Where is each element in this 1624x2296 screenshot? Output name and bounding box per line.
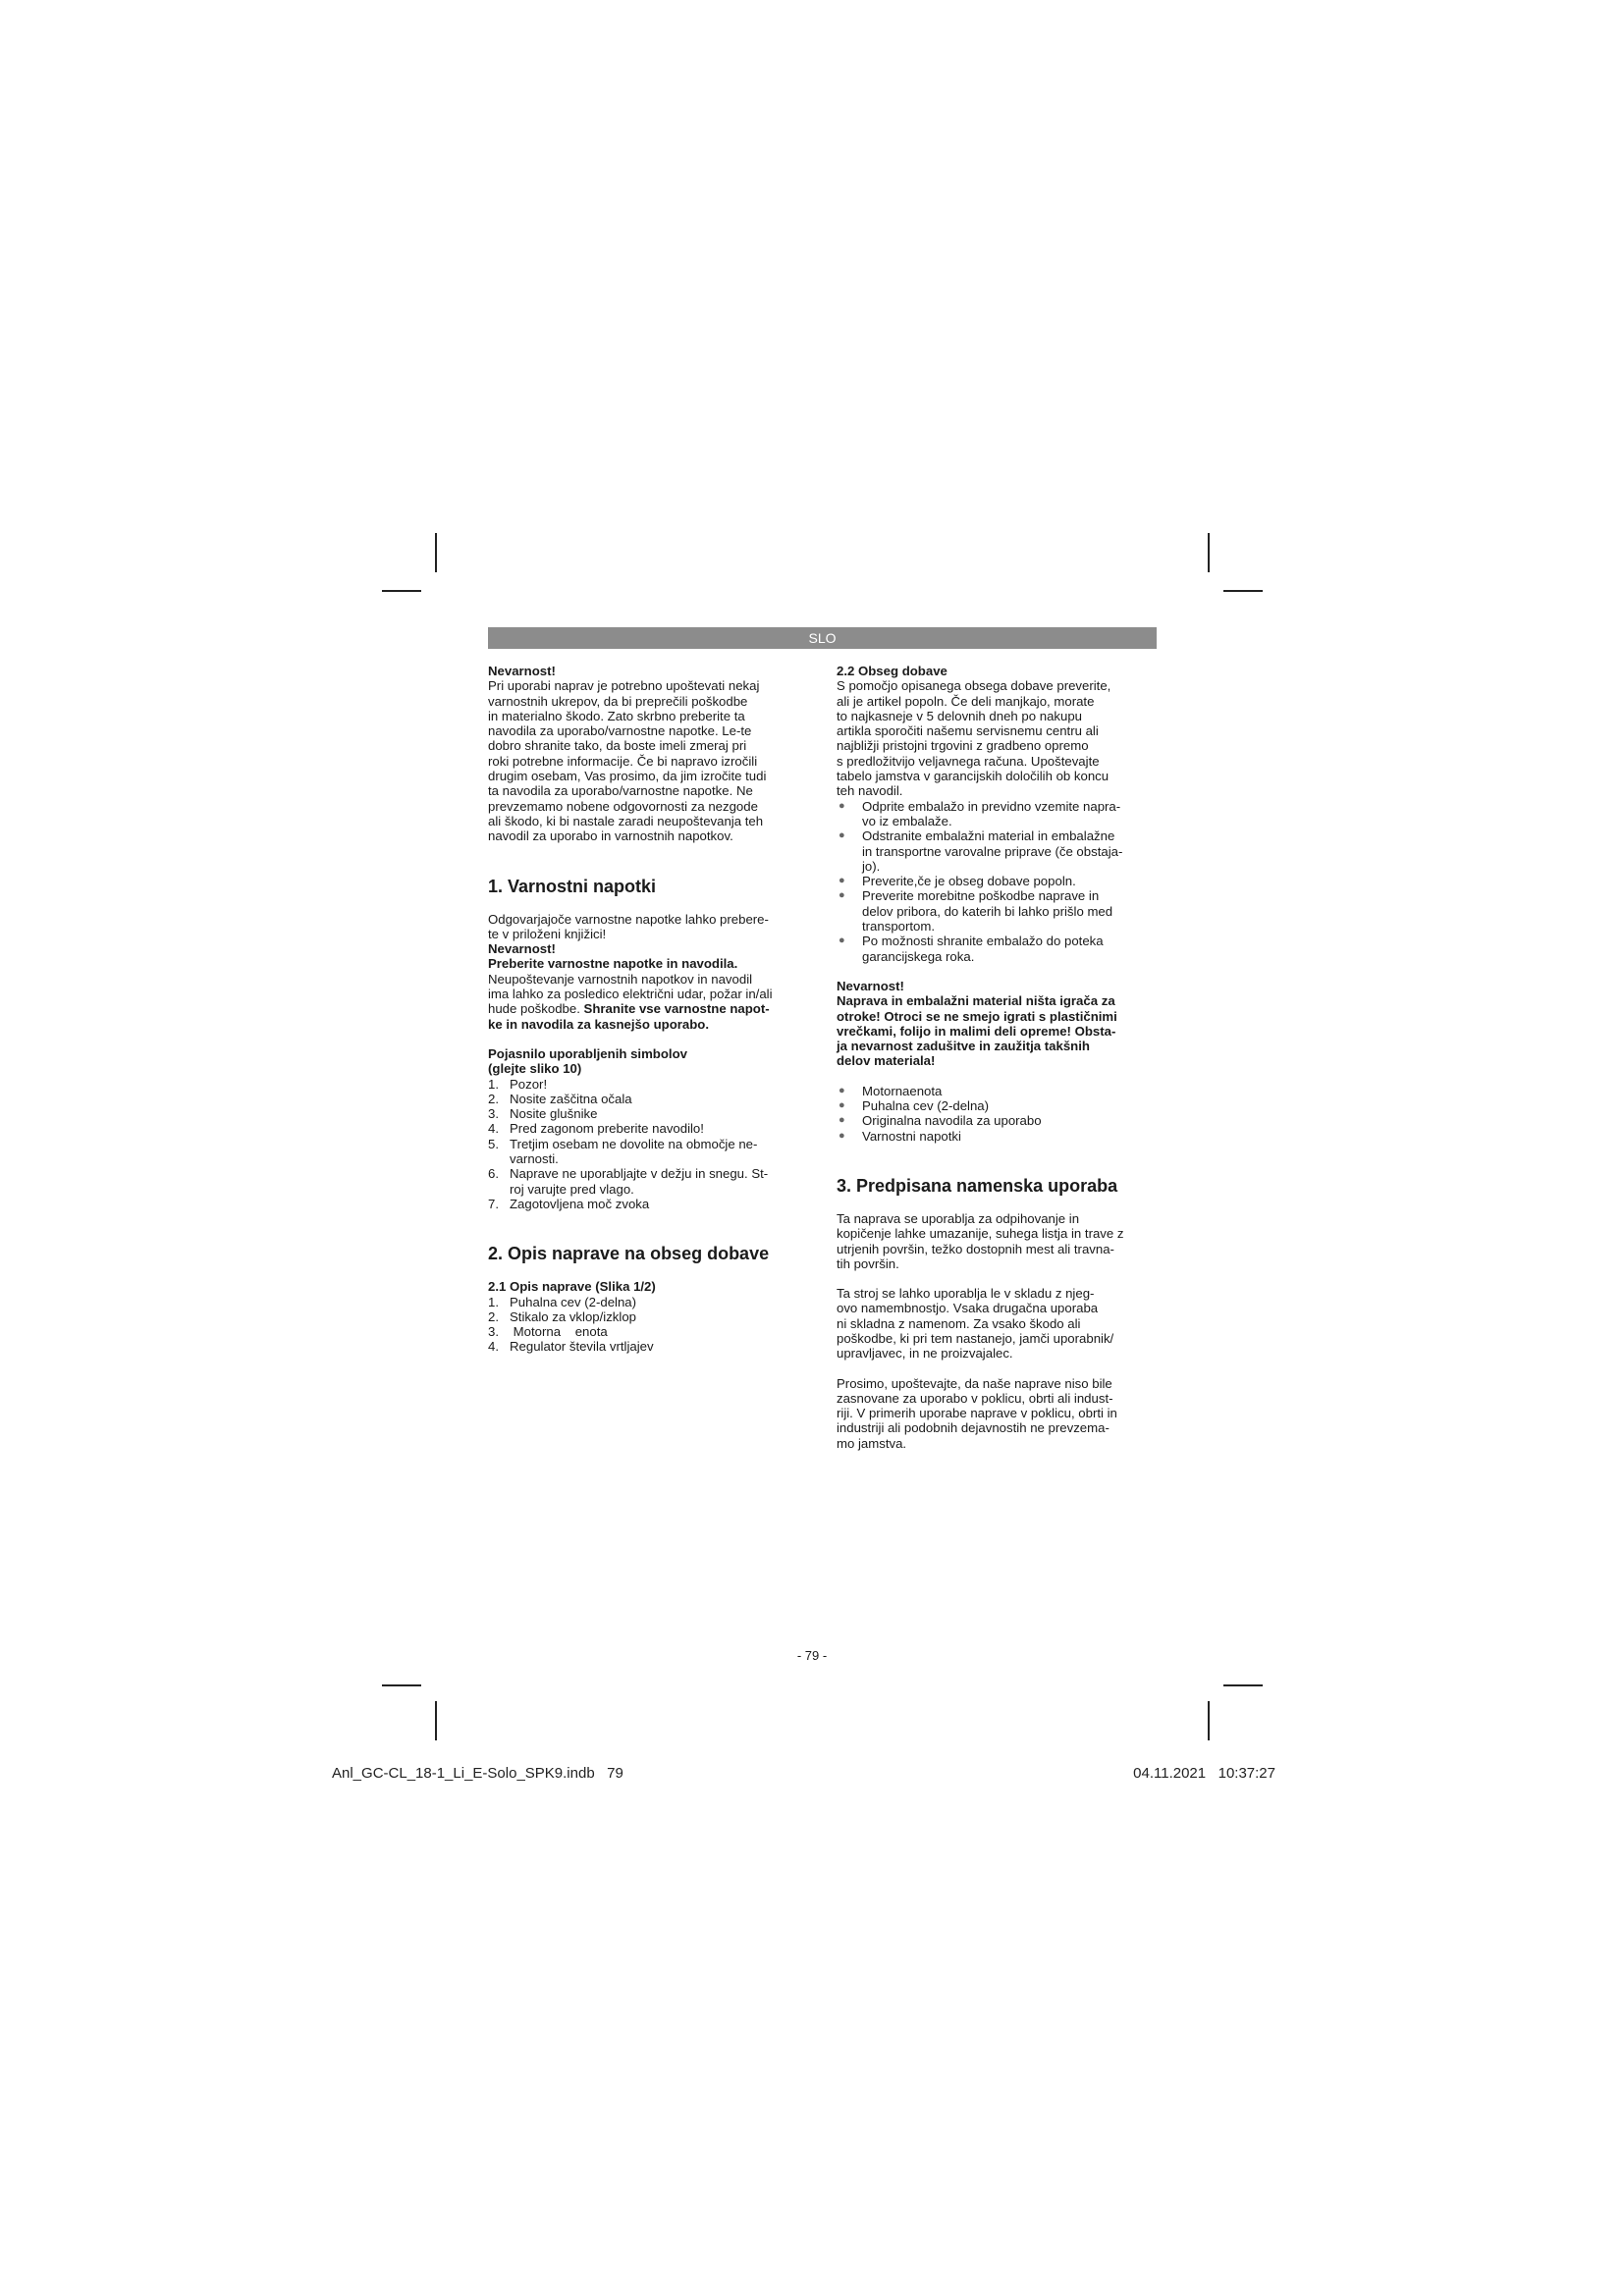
footer-filename [332, 1765, 623, 1782]
text-line: kopičenje lahke umazanije, suhega listja in trave z [837, 1226, 1124, 1242]
item-text: Odstranite embalažni material in embalažne [862, 828, 1115, 844]
bullet-item [837, 828, 1161, 874]
item-text: Zagotovljena moč zvoka [510, 1196, 650, 1211]
crop-mark [382, 1684, 421, 1686]
text-line: roki potrebne informacije. Če bi napravo izročili [488, 753, 758, 769]
unpacking-bullet-list [837, 799, 1161, 964]
item-text: Motornaenota [862, 1083, 943, 1098]
text-line: to najkasneje v 5 delovnih dneh po nakupu [837, 708, 1083, 723]
list-item [488, 1092, 804, 1106]
text-line: zasnovane za uporabo v poklicu, obrti ali indust- [837, 1390, 1113, 1406]
device-parts-list [488, 1295, 804, 1355]
footer-file-text: Anl_GC-CL_18-1_Li_E-Solo_SPK9.indb 79 [332, 1765, 623, 1782]
language-header-bar [488, 627, 1157, 649]
crop-mark [1208, 533, 1210, 572]
text-line: industriji ali podobnih dejavnostih ne prevzema- [837, 1420, 1110, 1436]
text-line: s predložitvijo veljavnega računa. Upoštevajte [837, 753, 1100, 769]
item-text: Regulator števila vrtljajev [510, 1339, 654, 1355]
bullet-icon: ● [839, 875, 845, 887]
text-line: ta navodila za uporabo/varnostne napotke. Ne [488, 783, 753, 799]
item-text: vo iz embalaže. [862, 813, 952, 828]
text-line: delov materiala! [837, 1053, 936, 1069]
item-text: in transportne varovalne priprave (če obstaja- [862, 843, 1123, 859]
text-line: teh navodil. [837, 783, 903, 799]
text-line: prevzemamo nobene odgovornosti za nezgode [488, 798, 758, 814]
crop-mark [435, 1701, 437, 1740]
section-1-warning-text [488, 972, 804, 1032]
bullet-icon: ● [839, 1084, 845, 1096]
item-text: transportom. [862, 919, 936, 934]
list-item [488, 1197, 804, 1211]
list-item [488, 1166, 804, 1197]
bold-inline-text: Shranite vse varnostne napot- [583, 1001, 770, 1017]
danger-paragraph [488, 678, 804, 843]
text-line: artikla sporočiti našemu servisnemu centru ali [837, 723, 1099, 739]
text-line: vrečkami, folijo in malimi deli opreme! Obsta- [837, 1023, 1116, 1039]
item-text: Puhalna cev (2-delna) [862, 1098, 990, 1114]
bullet-item [837, 1098, 1161, 1113]
list-item [488, 1121, 804, 1136]
item-number: 3. [488, 1324, 499, 1340]
text-line: mo jamstva. [837, 1435, 907, 1451]
item-text: Preverite morebitne poškodbe naprave in [862, 888, 1100, 904]
text-line: navodil za uporabo in varnostnih napotkov. [488, 828, 733, 844]
section-2-2-paragraph [837, 678, 1161, 798]
item-text: Motorna enota [510, 1324, 608, 1340]
item-number: 1. [488, 1294, 499, 1309]
bullet-item [837, 1084, 1161, 1098]
footer-datetime [1133, 1765, 1275, 1782]
footer-datetime-text: 04.11.2021 10:37:27 [1133, 1765, 1275, 1782]
item-number: 7. [488, 1196, 499, 1211]
bullet-icon: ● [839, 799, 845, 812]
item-text: varnosti. [510, 1151, 559, 1167]
text-line: otroke! Otroci se ne smejo igrati s plastičnimi [837, 1008, 1117, 1024]
crop-mark [435, 533, 437, 572]
section-2-title: 2. Opis naprave na obseg dobave [488, 1244, 770, 1264]
item-text: delov pribora, do katerih bi lahko prišlo med [862, 903, 1113, 919]
text-line: tih površin. [837, 1255, 899, 1271]
text-line: ovo namembnostjo. Vsaka drugačna uporaba [837, 1301, 1099, 1316]
bullet-icon: ● [839, 1099, 845, 1112]
right-column [837, 664, 1161, 1451]
section-3-title: 3. Predpisana namenska uporaba [837, 1175, 1118, 1196]
bullet-item [837, 799, 1161, 829]
item-number: 3. [488, 1106, 499, 1122]
text-line: in materialno škodo. Zato skrbno preberite ta [488, 708, 745, 723]
text-line: utrjenih površin, težko dostopnih mest ali travna- [837, 1241, 1114, 1256]
text-line: navodila za uporabo/varnostne napotke. Le-te [488, 723, 752, 739]
list-item [488, 1324, 804, 1339]
list-item [488, 1077, 804, 1092]
text-line: Pojasnilo uporabljenih simbolov [488, 1045, 687, 1061]
text-line: hude poškodbe. [488, 1001, 580, 1017]
item-text: Originalna navodila za uporabo [862, 1113, 1042, 1129]
left-column [488, 664, 804, 1355]
symbols-list [488, 1077, 804, 1212]
danger-heading: Nevarnost! [837, 978, 904, 993]
bullet-icon: ● [839, 1129, 845, 1142]
crop-mark [1223, 1684, 1263, 1686]
text-line: ima lahko za posledico električni udar, požar in/ali [488, 987, 773, 1002]
item-number: 6. [488, 1166, 499, 1182]
text-line: ali škodo, ki bi nastale zaradi neupoštevanja teh [488, 813, 764, 828]
text-line: drugim osebam, Vas prosimo, da jim izročite tudi [488, 769, 767, 784]
item-number: 2. [488, 1308, 499, 1324]
language-code: SLO [808, 630, 837, 646]
text-line: Pri uporabi naprav je potrebno upoštevati nekaj [488, 678, 760, 694]
symbols-heading [488, 1046, 804, 1077]
text-line: Naprava in embalažni material ništa igrača za [837, 993, 1115, 1009]
text-line: riji. V primerih uporabe naprave v poklicu, obrti in [837, 1406, 1117, 1421]
section-2-2-title: 2.2 Obseg dobave [837, 664, 947, 678]
section-1-intro [488, 912, 804, 942]
text-line: dobro shranite tako, da boste imeli zmeraj pri [488, 738, 747, 754]
danger-heading: Nevarnost! [488, 664, 556, 678]
item-number: 5. [488, 1136, 499, 1151]
list-item [488, 1106, 804, 1121]
bullet-item [837, 888, 1161, 934]
text-line: varnostnih ukrepov, da bi preprečili poškodbe [488, 693, 748, 709]
section-3-paragraph-2 [837, 1286, 1161, 1361]
section-3-paragraph-3 [837, 1376, 1161, 1451]
delivery-contents-list [837, 1084, 1161, 1144]
item-number: 1. [488, 1076, 499, 1092]
text-line: Ta naprava se uporablja za odpihovanje in [837, 1210, 1080, 1226]
list-item [488, 1309, 804, 1324]
bullet-item [837, 874, 1161, 888]
item-text: Odprite embalažo in previdno vzemite napra- [862, 798, 1121, 814]
bullet-icon: ● [839, 889, 845, 902]
item-text: Varnostni napotki [862, 1128, 961, 1144]
item-text: Pred zagonom preberite navodilo! [510, 1121, 704, 1137]
text-line: ni skladna z namenom. Za vsako škodo ali [837, 1315, 1081, 1331]
item-text: jo). [862, 858, 881, 874]
item-text: Stikalo za vklop/izklop [510, 1308, 637, 1324]
text-line: (glejte sliko 10) [488, 1061, 582, 1077]
bullet-icon: ● [839, 829, 845, 842]
item-text: Preverite,če je obseg dobave popoln. [862, 874, 1076, 889]
list-item [488, 1295, 804, 1309]
item-text: garancijskega roka. [862, 948, 975, 964]
text-line: Prosimo, upoštevajte, da naše naprave niso bile [837, 1375, 1112, 1391]
text-line: Ta stroj se lahko uporablja le v skladu z njeg- [837, 1286, 1095, 1302]
item-number: 4. [488, 1121, 499, 1137]
crop-mark [382, 590, 421, 592]
bullet-icon: ● [839, 1114, 845, 1127]
danger-label: Nevarnost! [488, 941, 556, 957]
text-line: Neupoštevanje varnostnih napotkov in navodil [488, 971, 753, 987]
child-safety-warning [837, 993, 1161, 1068]
item-text: Po možnosti shranite embalažo do poteka [862, 934, 1104, 949]
item-text: Naprave ne uporabljajte v dežju in snegu. St- [510, 1166, 769, 1182]
page-number: - 79 - [796, 1648, 828, 1663]
read-instructions-line: Preberite varnostne napotke in navodila. [488, 956, 738, 972]
text-line: S pomočjo opisanega obsega dobave preverite, [837, 678, 1111, 694]
item-text: Pozor! [510, 1076, 548, 1092]
bold-text-line: ke in navodila za kasnejšo uporabo. [488, 1016, 709, 1032]
bullet-item [837, 1129, 1161, 1144]
item-text: roj varujte pred vlago. [510, 1181, 634, 1197]
section-3-paragraph-1 [837, 1211, 1161, 1271]
item-text: Nosite glušnike [510, 1106, 598, 1122]
item-number: 4. [488, 1339, 499, 1355]
item-text: Tretjim osebam ne dovolite na območje ne- [510, 1136, 758, 1151]
bullet-item [837, 1113, 1161, 1128]
item-text: Nosite zaščitna očala [510, 1091, 632, 1106]
text-line: Odgovarjajoče varnostne napotke lahko prebere- [488, 911, 769, 927]
text-line: upravljavec, in ne proizvajalec. [837, 1346, 1013, 1362]
text-line: te v priloženi knjižici! [488, 926, 607, 941]
text-line: ali je artikel popoln. Če deli manjkajo, morate [837, 693, 1095, 709]
list-item [488, 1339, 804, 1354]
text-line: tabelo jamstva v garancijskih določilih ob koncu [837, 769, 1110, 784]
item-number: 2. [488, 1091, 499, 1106]
bullet-icon: ● [839, 934, 845, 947]
text-line: najbližji pristojni trgovini z gradbeno opremo [837, 738, 1089, 754]
bullet-item [837, 934, 1161, 964]
section-1-title: 1. Varnostni napotki [488, 876, 657, 896]
section-2-1-title: 2.1 Opis naprave (Slika 1/2) [488, 1279, 656, 1295]
text-line: poškodbe, ki pri tem nastanejo, jamči uporabnik/ [837, 1330, 1114, 1346]
item-text: Puhalna cev (2-delna) [510, 1294, 637, 1309]
crop-mark [1223, 590, 1263, 592]
text-line: ja nevarnost zadušitve in zaužitja takšnih [837, 1039, 1090, 1054]
crop-mark [1208, 1701, 1210, 1740]
list-item [488, 1137, 804, 1167]
